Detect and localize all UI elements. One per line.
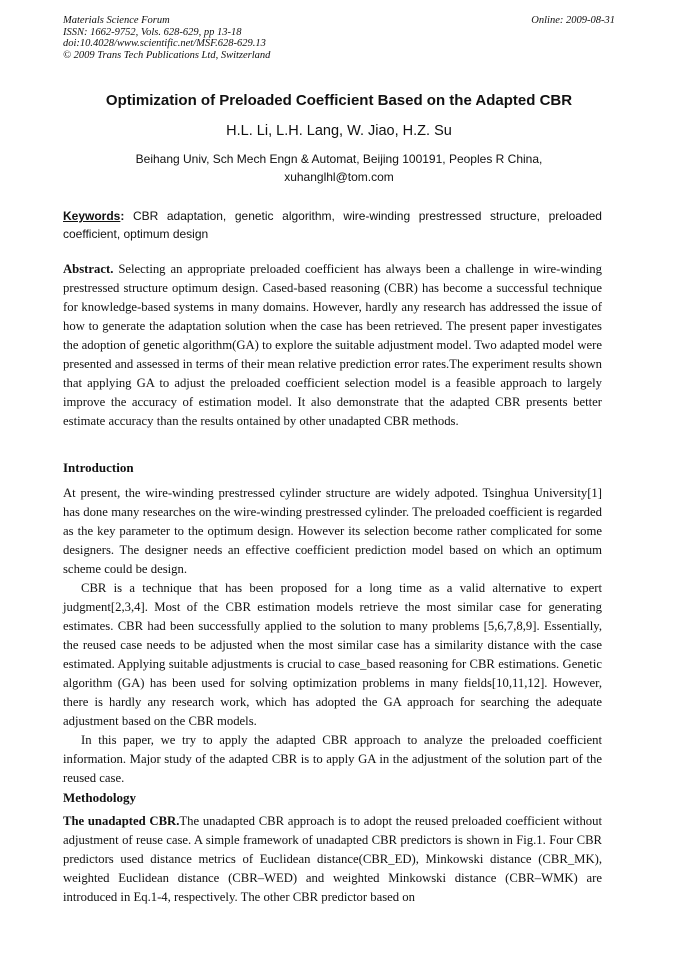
abstract-text: Selecting an appropriate preloaded coefficient has always been a challenge in wire-winding prestressed structure optimum design. Cased-based reasoning (CBR) has become a successful technique for knowledge-based systems in many domains. However, hardly any research has addressed the issue of how to generate the adaptation solution when the case has been retrieved. The present paper investigates the adoption of genetic algorithm(GA) to explore the suitable adjustment model. Two adapted model were presented and assessed in terms of their mean relative prediction error rates.The experiment results shown that applying GA to adjust the preloaded coefficient selection model is a feasible approach to largely improve the accuracy of estimation model. It also demonstrate that the adapted CBR presents better estimate accuracy than the results ontained by other unadapted CBR methods. bbox=[63, 262, 603, 428]
affiliation-line: Beihang Univ, Sch Mech Engn & Automat, Beijing 100191, Peoples R China, bbox=[135, 152, 543, 166]
intro-paragraph-1: At present, the wire-winding prestressed cylinder structure are widely adpoted. Tsinghua University[1] has done many researches on the wire-winding prestressed cylinder. The preloaded coefficient is regarded as the key parameter to the optimum design. However its selection become rather complicated for some designers. The designer needs an effective coefficient prediction model based on which an optimum scheme could be design. bbox=[63, 486, 602, 576]
online-date: Online: 2009-08-31 bbox=[531, 15, 615, 26]
abstract-section bbox=[63, 260, 602, 431]
author-affiliation bbox=[40, 150, 638, 186]
methodology-text: The unadapted CBR approach is to adopt the reused preloaded coefficient without adjustment of reuse case. A simple framework of unadapted CBR predictors is shown in Fig.1. Four CBR predictors used distance metrics of Euclidean distance(CBR_ED), Minkowski distance (CBR_MK), weighted Euclidean distance (CBR–WED) and weighted Minkowski distance (CBR–WMK) are introduced in Eq.1-4, respectively. The other CBR predictor based on bbox=[63, 814, 603, 904]
paper-title: Optimization of Preloaded Coefficient Based on the Adapted CBR bbox=[105, 92, 573, 109]
journal-doi: doi:10.4028/www.scientific.net/MSF.628-629.13 bbox=[63, 38, 266, 49]
paper-authors: H.L. Li, L.H. Lang, W. Jiao, H.Z. Su bbox=[226, 123, 452, 139]
methodology-subheading: The unadapted CBR. bbox=[63, 814, 180, 828]
journal-header bbox=[63, 15, 615, 61]
introduction-heading: Introduction bbox=[63, 460, 134, 475]
intro-paragraph-3: In this paper, we try to apply the adapted CBR approach to analyze the preloaded coefficient information. Major study of the adapted CBR is to apply GA in the adjustment of the solution part of the reused case. bbox=[63, 733, 602, 785]
methodology-section bbox=[63, 812, 602, 907]
introduction-section bbox=[63, 484, 602, 788]
methodology-heading: Methodology bbox=[63, 790, 136, 805]
keywords-section: Keywords: CBR adaptation, genetic algorithm, wire-winding prestressed structure, preloaded coefficient, optimum design bbox=[63, 209, 602, 241]
author-email: xuhanglhl@tom.com bbox=[284, 170, 394, 184]
intro-paragraph-2: CBR is a technique that has been proposed for a long time as a valid alternative to expert judgment[2,3,4]. Most of the CBR estimation models retrieve the most similar case for generating estimates. CBR had been successfully applied to the solution to many problems [5,6,7,8,9]. Essentially, the reused case needs to be adjusted when the most similar case has a similarity distance with the case estimated. Applying suitable adjustments is crucial to case_based reasoning for CBR estimations. Genetic algorithm (GA) has been used for solving optimization problems in many fields[10,11,12]. However, there is hardly any research work, which has adopted the GA approach for searching the adequate adjustment based on the CBR models. bbox=[63, 581, 602, 728]
journal-copyright: © 2009 Trans Tech Publications Ltd, Switzerland bbox=[63, 49, 271, 61]
journal-name: Materials Science Forum bbox=[63, 15, 170, 26]
abstract-label: Abstract. bbox=[63, 262, 114, 276]
keywords-text: CBR adaptation, genetic algorithm, wire-winding prestressed structure, preloaded coefficient, optimum design bbox=[63, 209, 602, 241]
keywords-label: Keywords bbox=[63, 209, 121, 223]
journal-issn: ISSN: 1662-9752, Vols. 628-629, pp 13-18 bbox=[63, 26, 242, 38]
